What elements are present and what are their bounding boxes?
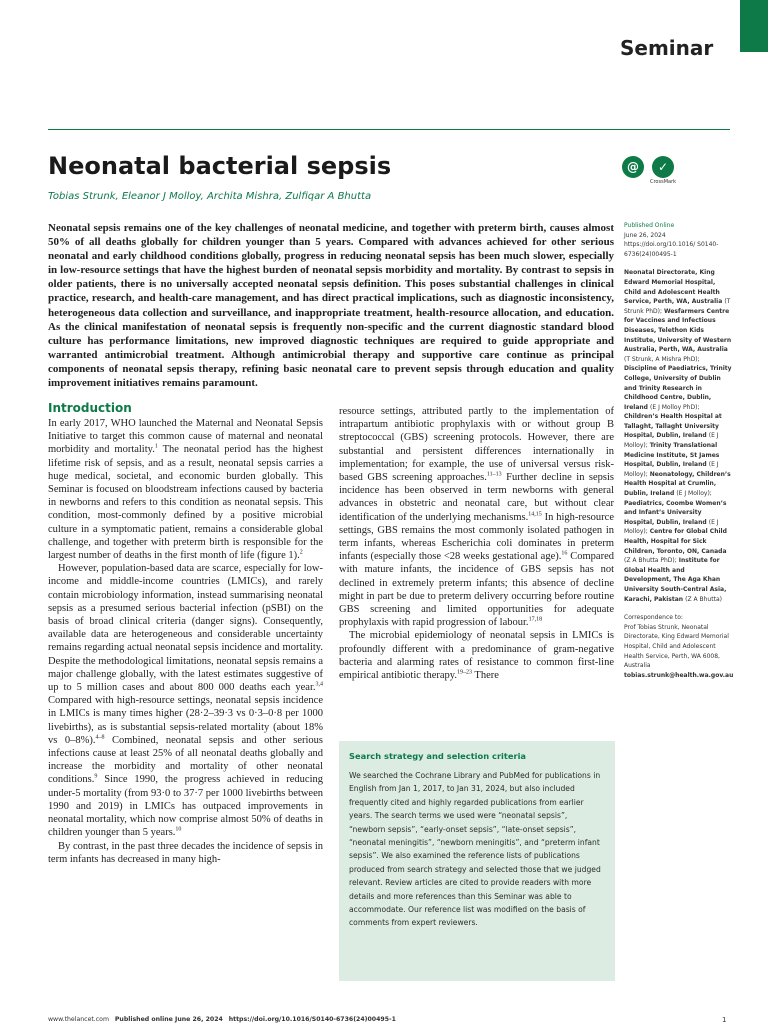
- footer-doi-link[interactable]: https://doi.org/10.1016/S0140-6736(24)00495-1: [228, 1016, 396, 1023]
- crossmark-icon[interactable]: ✓: [652, 156, 674, 178]
- page-footer: [48, 1016, 396, 1023]
- footer-site-link[interactable]: www.thelancet.com: [48, 1016, 109, 1023]
- paragraph: In early 2017, WHO launched the Maternal and Neonatal Sepsis Initiative to target this common cause of maternal and neonatal morbidity and mortality.$^1$ The neonatal period has the highest lifetime risk of sepsis, and as a result, neonatal sepsis carries a huge medical, societal, and economic burden globally. This Seminar is focused on bloodstream infections caused by bacteria in newborns and refers to this condition as neonatal sepsis. This condition, most-commonly defined by a positive microbial culture in a symptomatic patient, remains a considerable global challenge, and together with preterm birth is responsible for the largest number of deaths in the first month of life (figure 1).$^2$: [48, 418, 323, 562]
- paragraph: The microbial epidemiology of neonatal sepsis in LMICs is profoundly different with a predominance of gram-negative bacteria and alarming rates of resistance to common first-line empirical antibiotic therapy.$^{19-23}$ There: [339, 630, 614, 682]
- body-column-2: [339, 405, 614, 682]
- affiliations: [624, 268, 732, 604]
- affiliation-item: Neonatology, Children’s Health Hospital at Crumlin, Dublin, Ireland (E J Molloy);: [624, 470, 731, 498]
- header-rule: [48, 129, 730, 130]
- crossmark-caption: CrossMark: [650, 179, 677, 185]
- affiliation-item: Institute for Global Health and Development, The Aga Khan University South-Central Asia, Karachi, Pakistan (Z A Bhutta): [624, 557, 727, 603]
- affiliation-item: Trinity Translational Medicine Institute, St James Hospital, Dublin, Ireland (E J Molloy);: [624, 442, 720, 478]
- section-label: Seminar: [620, 36, 714, 60]
- paragraph: By contrast, in the past three decades the incidence of sepsis in term infants has decreased in many high-: [48, 840, 323, 865]
- lancet-logo-icon[interactable]: @: [622, 156, 644, 178]
- correspondence-email[interactable]: tobias.strunk@health.wa.gov.au: [624, 671, 734, 679]
- affiliation-item: Children’s Health Hospital at Tallaght, Tallaght University Hospital, Dublin, Ireland (E J Molloy);: [624, 413, 722, 450]
- article-title: Neonatal bacterial sepsis: [48, 152, 392, 180]
- publication-date: June 26, 2024: [624, 231, 666, 239]
- affiliation-item: Neonatal Directorate, King Edward Memorial Hospital, Child and Adolescent Health Service, Perth, WA, Australia (T Strunk PhD);: [624, 269, 731, 315]
- footer-published: Published online June 26, 2024: [114, 1016, 223, 1023]
- affiliation-item: Discipline of Paediatrics, Trinity College, University of Dublin and Trinity Research in Childhood Centre, Dublin, Ireland (E J Molloy PhD);: [624, 365, 732, 411]
- search-strategy-box: [339, 741, 615, 981]
- doi-link[interactable]: https://doi.org/10.1016/ S0140-6736(24)00495-1: [624, 241, 719, 258]
- box-heading: Search strategy and selection criteria: [349, 751, 527, 761]
- author-list: Tobias Strunk, Eleanor J Molloy, Archita Mishra, Zulfiqar A Bhutta: [48, 191, 372, 202]
- correspondence-label: Correspondence to:: [624, 614, 683, 622]
- box-text: We searched the Cochrane Library and PubMed for publications in English from Jan 1, 2017, to Jan 31, 2024, but also included frequently cited and highly regarded publications from earlier years. The search terms we used were “neonatal sepsis”, “newborn sepsis”, “early-onset sepsis”, “late-onset sepsis”, “neonatal meningitis”, “newborn meningitis”, and “preterm infant sepsis”. We also examined the reference lists of publications produced from search strategy and selected those that we judged relevant. Review articles are cited to provide readers with more details and more references than this Seminar was able to accommodate. Our reference list was modified on the basis of comments from expert reviewers.: [349, 771, 601, 928]
- article-icons: [622, 156, 682, 190]
- published-online-label: Published Online: [624, 222, 675, 229]
- section-color-tab: [740, 0, 768, 52]
- section-heading-introduction: Introduction: [48, 401, 132, 415]
- affiliation-item: Wesfarmers Centre for Vaccines and Infectious Diseases, Telethon Kids Institute, University of Western Australia, Perth, WA, Australia (T Strunk, A Mishra PhD);: [624, 307, 732, 363]
- abstract: Neonatal sepsis remains one of the key challenges of neonatal medicine, and together with preterm birth, causes almost 50% of all deaths globally for children younger than 5 years. Compared with advances achieved for other serious neonatal and early childhood conditions globally, progress in reducing neonatal sepsis has been much slower, especially in low-resource settings that have the highest burden of neonatal sepsis morbidity and mortality. By contrast to sepsis in older patients, there is no universally accepted neonatal sepsis definition. This poses substantial challenges in clinical practice, research, and health-care management, and has direct practical implications, such as diagnostic inconsistency, heterogeneous data collection and surveillance, and inappropriate treatment, health-resource allocation, and education. As the clinical manifestation of neonatal sepsis is frequently non-specific and the current diagnostic standard blood culture has performance limitations, new improved diagnostic techniques are required to guide appropriate and warranted antimicrobial treatment. Although antimicrobial therapy and supportive care continue as principal components of neonatal sepsis therapy, refining basic neonatal care to prevent sepsis through education and quality improvement initiatives remains paramount.: [48, 222, 614, 390]
- affiliation-item: Centre for Global Child Health, Hospital for Sick Children, Toronto, ON, Canada (Z A Bhutta PhD);: [624, 528, 727, 565]
- body-column-1: [48, 401, 323, 866]
- page-number: 1: [722, 1016, 727, 1024]
- affiliation-item: Paediatrics, Coombe Women’s and Infant’s University Hospital, Dublin, Ireland (E J Molloy);: [624, 499, 727, 536]
- paragraph: resource settings, attributed partly to the implementation of intrapartum antibiotic prophylaxis with or without group B streptococcal (GBS) screening protocols. However, there are substantial and persistent differences internationally in implementation; for example, the use of universal versus risk-based GBS screening approaches.$^{11-13}$ Further decline in sepsis incidence has been observed in term newborns with general advances in obstetric and neonatal care, but without clear identification of the underlying mechanisms.$^{14,15}$ In high-resource settings, GBS remains the most commonly isolated pathogen in term infants, whereas Escherichia coli dominates in preterm infants (especially those <28 weeks gestational age).$^{16}$ Compared with mature infants, the incidence of GBS sepsis has not declined in extremely preterm infants; this absence of decline might in part be due to preterm delivery occurring before routine GBS screening and limited opportunities for adequate prophylaxis with rapid progression of labour.$^{17,18}$: [339, 406, 614, 629]
- paragraph: However, population-based data are scarce, especially for low-income and middle-income countries (LMICs), and rarely contain microbiology information, instead summarising neonatal sepsis as a presumed serious bacterial infection (pSBI) on the basis of broad clinical criteria (danger signs). Consequently, available data are heterogeneous and considerable uncertainty remains regarding actual neonatal sepsis incidence and mortality. Despite the methodological limitations, neonatal sepsis remains a major challenge globally, with the latest estimates suggestive of up to 5 million cases and about 800 000 deaths each year.$^{3,4}$ Compared with high-resource settings, neonatal sepsis incidence in LMICs is many times higher (28·2–39·3 vs 0·3–0·8 per 1000 livebirths), as is substantial sepsis-related mortality (about 18% vs 0–8%).$^{4-8}$ Combined, neonatal sepsis and other serious infections cause at least 25% of all neonatal deaths globally and increase the morbidity and mortality of other neonatal conditions.$^9$ Since 1990, the progress achieved in reducing under-5 mortality (from 93·0 to 37·7 per 1000 livebirths between 1990 and 2019) in LMICs has outpaced improvements in neonatal mortality, which now comprise almost 50% of deaths in children younger than 5 years.$^{10}$: [48, 563, 323, 839]
- correspondence-address: Prof Tobias Strunk, Neonatal Directorate, King Edward Memorial Hospital, Child and Adolescent Health Service, Perth, WA 6008, Australia: [624, 623, 729, 670]
- article-sidebar: [624, 221, 732, 680]
